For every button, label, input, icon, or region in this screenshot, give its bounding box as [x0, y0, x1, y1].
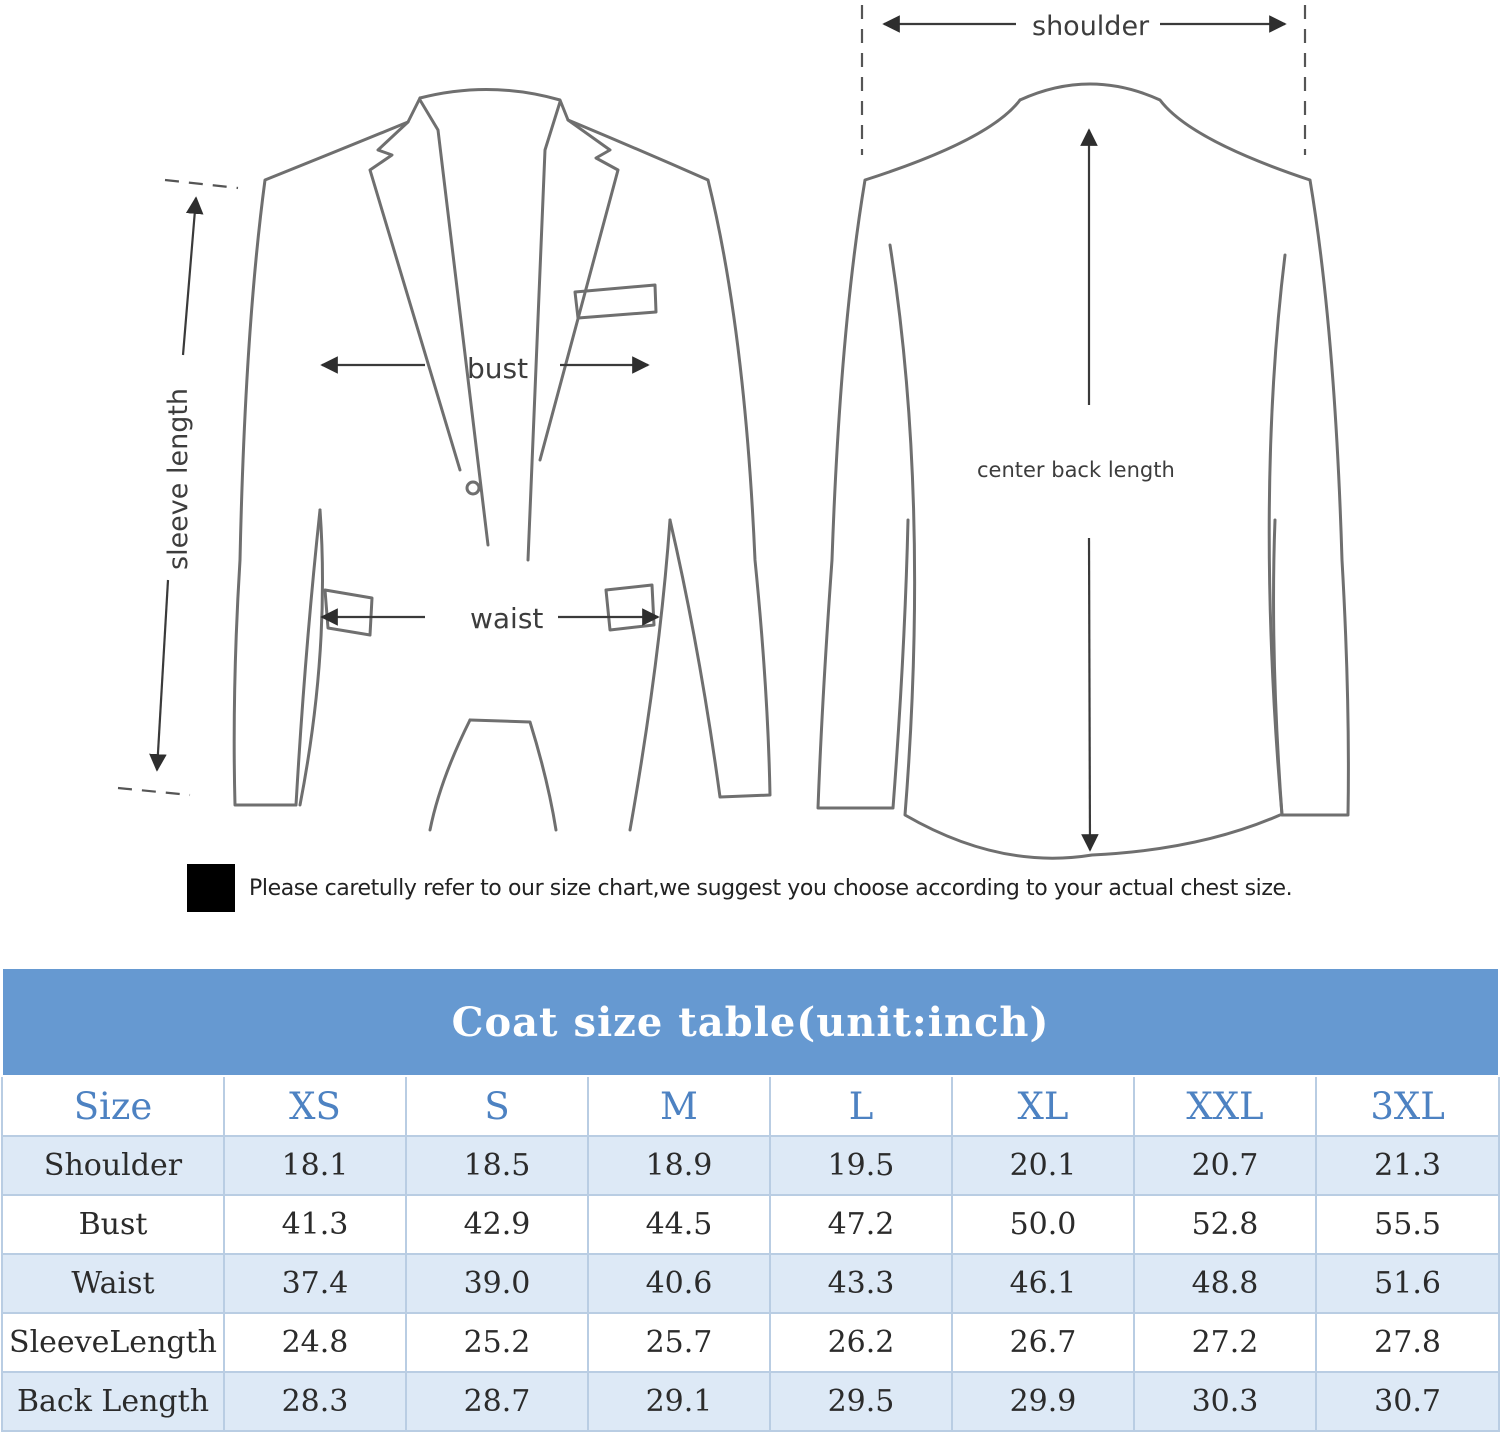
shoulder-label: shoulder: [1032, 11, 1150, 42]
cell-value: 25.7: [588, 1313, 770, 1372]
note-bullet-square: [187, 864, 235, 912]
cell-value: 18.5: [406, 1136, 588, 1195]
table-row-sleeve-length: [2, 1313, 1499, 1372]
cell-value: 37.4: [224, 1254, 406, 1313]
cell-value: 24.8: [224, 1313, 406, 1372]
cell-value: 50.0: [952, 1195, 1134, 1254]
size-header-xs: XS: [224, 1076, 406, 1136]
row-label: SleeveLength: [2, 1313, 224, 1372]
cell-value: 30.7: [1316, 1372, 1499, 1431]
sleeve-length-label: sleeve length: [163, 387, 194, 570]
table-row-bust: [2, 1195, 1499, 1254]
center-back-length-label: center back length: [977, 458, 1175, 482]
cell-value: 29.1: [588, 1372, 770, 1431]
cell-value: 29.5: [770, 1372, 952, 1431]
cell-value: 40.6: [588, 1254, 770, 1313]
size-advice-note: [187, 864, 1292, 912]
row-label: Back Length: [2, 1372, 224, 1431]
cell-value: 30.3: [1134, 1372, 1316, 1431]
size-header-l: L: [770, 1076, 952, 1136]
measurement-guides: [118, 5, 1305, 850]
cell-value: 51.6: [1316, 1254, 1499, 1313]
cell-value: 48.8: [1134, 1254, 1316, 1313]
cell-value: 39.0: [406, 1254, 588, 1313]
cell-value: 26.7: [952, 1313, 1134, 1372]
coat-size-table: [1, 967, 1500, 1432]
table-row-back-length: [2, 1372, 1499, 1431]
cell-value: 19.5: [770, 1136, 952, 1195]
size-header-row: [2, 1076, 1499, 1136]
cell-value: 18.1: [224, 1136, 406, 1195]
waist-label: waist: [470, 602, 544, 635]
cell-value: 44.5: [588, 1195, 770, 1254]
cell-value: 26.2: [770, 1313, 952, 1372]
size-header-s: S: [406, 1076, 588, 1136]
cell-value: 52.8: [1134, 1195, 1316, 1254]
size-header-xl: XL: [952, 1076, 1134, 1136]
table-title: Coat size table(unit:inch): [2, 968, 1499, 1076]
row-label: Waist: [2, 1254, 224, 1313]
cell-value: 18.9: [588, 1136, 770, 1195]
cell-value: 25.2: [406, 1313, 588, 1372]
cell-value: 41.3: [224, 1195, 406, 1254]
cell-value: 27.8: [1316, 1313, 1499, 1372]
table-row-shoulder: [2, 1136, 1499, 1195]
cell-value: 20.7: [1134, 1136, 1316, 1195]
table-row-waist: [2, 1254, 1499, 1313]
note-text: Please caretully refer to our size chart,we suggest you choose according to your actual chest size.: [249, 875, 1293, 901]
size-header-3xl: 3XL: [1316, 1076, 1499, 1136]
cell-value: 28.7: [406, 1372, 588, 1431]
cell-value: 55.5: [1316, 1195, 1499, 1254]
cell-value: 29.9: [952, 1372, 1134, 1431]
cell-value: 46.1: [952, 1254, 1134, 1313]
size-header-xxl: XXL: [1134, 1076, 1316, 1136]
size-header-label: Size: [2, 1076, 224, 1136]
size-header-m: M: [588, 1076, 770, 1136]
cell-value: 47.2: [770, 1195, 952, 1254]
row-label: Bust: [2, 1195, 224, 1254]
cell-value: 28.3: [224, 1372, 406, 1431]
row-label: Shoulder: [2, 1136, 224, 1195]
cell-value: 21.3: [1316, 1136, 1499, 1195]
cell-value: 43.3: [770, 1254, 952, 1313]
cell-value: 20.1: [952, 1136, 1134, 1195]
jacket-front-illustration: [234, 89, 770, 830]
bust-label: bust: [467, 352, 529, 385]
cell-value: 27.2: [1134, 1313, 1316, 1372]
cell-value: 42.9: [406, 1195, 588, 1254]
